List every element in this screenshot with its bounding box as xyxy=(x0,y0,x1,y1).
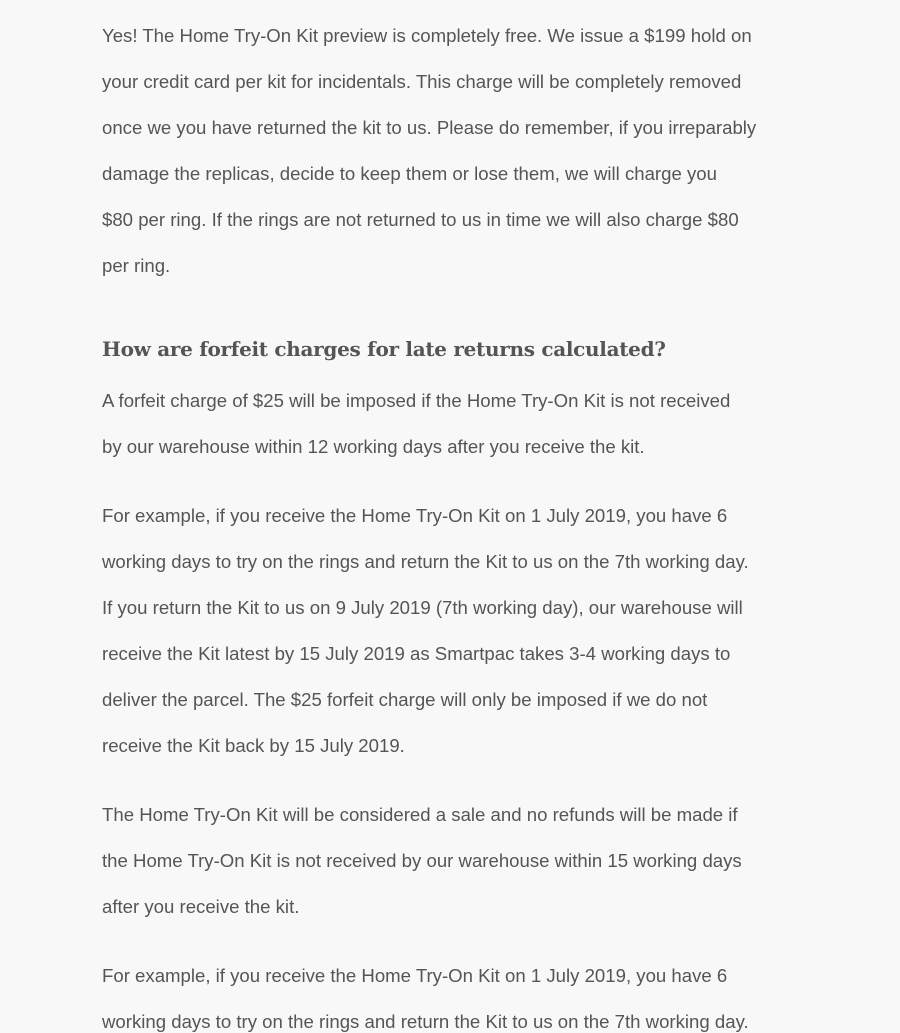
answer-line: For example, if you receive the Home Try-On Kit on 1 July 2019, you have 6 xyxy=(102,965,728,986)
answer-line: by our warehouse within 12 working days after you receive the kit. xyxy=(102,436,645,457)
answer-line: For example, if you receive the Home Try-On Kit on 1 July 2019, you have 6 xyxy=(102,505,728,526)
answer-line: once we you have returned the kit to us. Please do remember, if you irreparably xyxy=(102,117,757,138)
answer-line: the Home Try-On Kit is not received by our warehouse within 15 working days xyxy=(102,850,742,871)
faq-answer-example-paragraph xyxy=(102,481,792,757)
answer-line: receive the Kit back by 15 July 2019. xyxy=(102,735,405,756)
answer-line: Yes! The Home Try-On Kit preview is completely free. We issue a $199 hold on xyxy=(102,25,752,46)
answer-line: working days to try on the rings and return the Kit to us on the 7th working day. xyxy=(102,551,749,572)
answer-line: per ring. xyxy=(102,255,171,276)
faq-answer-free-preview xyxy=(102,1,792,277)
faq-answer-example-paragraph-2 xyxy=(102,941,792,1033)
answer-line: The Home Try-On Kit will be considered a sale and no refunds will be made if xyxy=(102,804,738,825)
answer-line: deliver the parcel. The $25 forfeit charge will only be imposed if we do not xyxy=(102,689,708,710)
answer-line: after you receive the kit. xyxy=(102,896,300,917)
answer-line: working days to try on the rings and return the Kit to us on the 7th working day. xyxy=(102,1011,749,1032)
answer-line: receive the Kit latest by 15 July 2019 as Smartpac takes 3-4 working days to xyxy=(102,643,731,664)
answer-line: damage the replicas, decide to keep them or lose them, we will charge you xyxy=(102,163,717,184)
faq-question-forfeit-charges: How are forfeit charges for late returns calculated? xyxy=(102,337,666,361)
answer-line: If you return the Kit to us on 9 July 2019 (7th working day), our warehouse will xyxy=(102,597,743,618)
answer-line: $80 per ring. If the rings are not returned to us in time we will also charge $80 xyxy=(102,209,739,230)
answer-line: A forfeit charge of $25 will be imposed if the Home Try-On Kit is not received xyxy=(102,390,731,411)
faq-content xyxy=(102,0,792,1033)
answer-line: your credit card per kit for incidentals. This charge will be completely removed xyxy=(102,71,742,92)
faq-answer-forfeit-paragraph xyxy=(102,366,792,458)
faq-answer-sale-paragraph xyxy=(102,780,792,918)
